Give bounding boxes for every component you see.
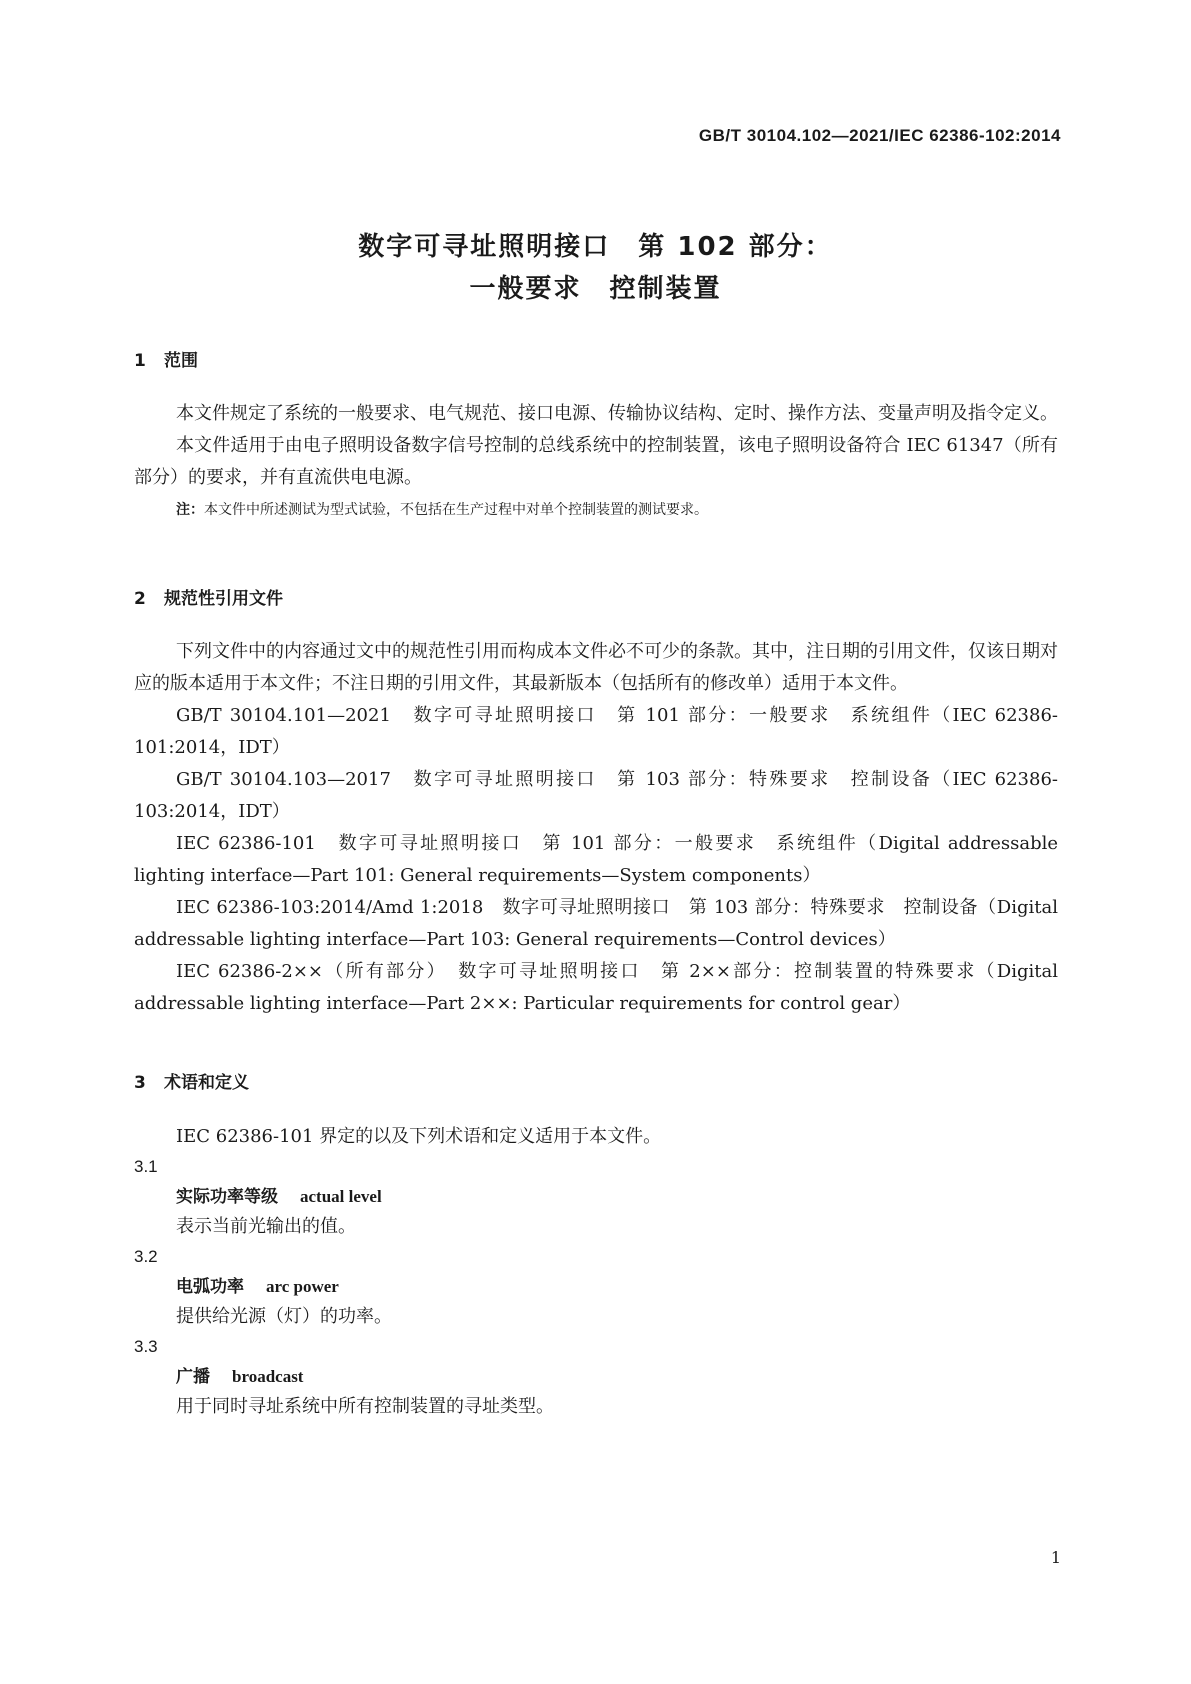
term-definition: 用于同时寻址系统中所有控制装置的寻址类型。 (176, 1396, 554, 1417)
section-title: 术语和定义 (164, 1073, 249, 1093)
note (134, 494, 1058, 526)
title-line-1: 数字可寻址照明接口 第 102 部分： (358, 232, 833, 262)
section-number: 2 (134, 589, 146, 609)
term-number: 3.3 (134, 1337, 158, 1356)
paragraph: 下列文件中的内容通过文中的规范性引用而构成本文件必不可少的条款。其中，注日期的引用文件，仅该日期对应的版本适用于本文件；不注日期的引用文件，其最新版本（包括所有的修改单）适用于本文件。 (134, 641, 1058, 694)
section-number: 3 (134, 1073, 146, 1093)
section-1-body (134, 398, 1058, 526)
section-2-heading (134, 584, 283, 609)
reference-item: IEC 62386-2××（所有部分） 数字可寻址照明接口 第 2××部分：控制装置的特殊要求（Digital addressable lighting interface—Part 2××: Particular requirements for control gear） (134, 961, 1058, 1014)
note-label: 注： (176, 502, 204, 518)
document-title (0, 226, 1191, 310)
reference-item: IEC 62386-101 数字可寻址照明接口 第 101 部分：一般要求 系统组件（Digital addressable lighting interface—Part 101: General requirements—System components） (134, 833, 1058, 886)
term-en: actual level (300, 1187, 382, 1206)
paragraph: IEC 62386-101 界定的以及下列术语和定义适用于本文件。 (176, 1126, 662, 1147)
term-zh: 实际功率等级 (176, 1187, 278, 1207)
note-text: 本文件中所述测试为型式试验，不包括在生产过程中对单个控制装置的测试要求。 (204, 502, 708, 518)
section-title: 规范性引用文件 (164, 589, 283, 609)
term-zh: 电弧功率 (176, 1277, 244, 1297)
section-2-body (134, 636, 1058, 1020)
page-number: 1 (1050, 1548, 1061, 1567)
title-line-2: 一般要求 控制装置 (469, 274, 722, 304)
section-3-body (134, 1122, 1058, 1422)
section-1-heading (134, 346, 198, 371)
reference-item: IEC 62386-103:2014/Amd 1:2018 数字可寻址照明接口 第 103 部分：特殊要求 控制设备（Digital addressable lighting interface—Part 103: General requirements—Control devices） (134, 897, 1058, 950)
reference-item: GB/T 30104.103—2017 数字可寻址照明接口 第 103 部分：特殊要求 控制设备（IEC 62386-103:2014，IDT） (134, 769, 1058, 822)
term-number: 3.1 (134, 1157, 158, 1176)
term-definition: 提供给光源（灯）的功率。 (176, 1306, 392, 1327)
section-number: 1 (134, 351, 146, 371)
term-number: 3.2 (134, 1247, 158, 1266)
term-name (134, 1182, 1058, 1212)
section-3-heading (134, 1068, 249, 1093)
standard-code: GB/T 30104.102—2021/IEC 62386-102:2014 (698, 126, 1061, 145)
term-en: broadcast (232, 1367, 304, 1386)
term-name (134, 1362, 1058, 1392)
section-title: 范围 (164, 351, 198, 371)
term-definition: 表示当前光输出的值。 (176, 1216, 356, 1237)
reference-item: GB/T 30104.101—2021 数字可寻址照明接口 第 101 部分：一般要求 系统组件（IEC 62386-101:2014，IDT） (134, 705, 1058, 758)
term-zh: 广播 (176, 1367, 210, 1387)
paragraph: 本文件适用于由电子照明设备数字信号控制的总线系统中的控制装置，该电子照明设备符合 IEC 61347（所有部分）的要求，并有直流供电电源。 (134, 435, 1058, 488)
term-en: arc power (266, 1277, 339, 1296)
paragraph: 本文件规定了系统的一般要求、电气规范、接口电源、传输协议结构、定时、操作方法、变量声明及指令定义。 (176, 403, 1058, 424)
term-name (134, 1272, 1058, 1302)
